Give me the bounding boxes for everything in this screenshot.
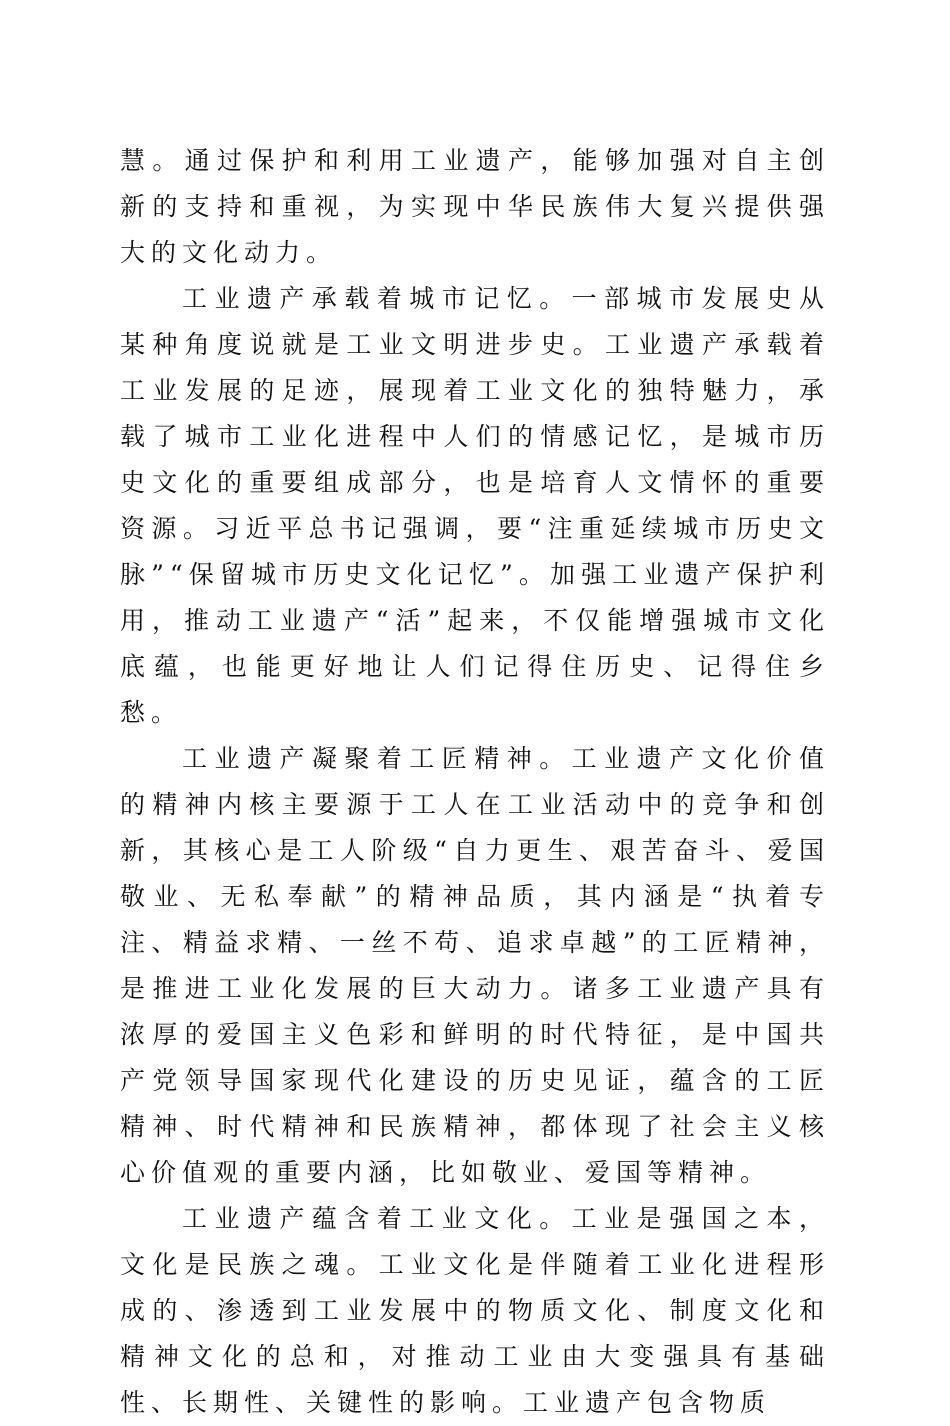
paragraph-city-memory: 工业遗产承载着城市记忆。一部城市发展史从某种角度说就是工业文明进步史。工业遗产承载着工业发展的足迹，展现着工业文化的独特魅力，承载了城市工业化进程中人们的情感记忆，是城市历史文化的重要组成部分，也是培育人文情怀的重要资源。习近平总书记强调，要“注重延续城市历史文脉”“保留城市历史文化记忆”。加强工业遗产保护利用，推动工业遗产“活”起来，不仅能增强城市文化底蕴，也能更好地让人们记得住历史、记得住乡愁。 [120, 284, 830, 727]
document-body [120, 138, 830, 1426]
paragraph-industrial-culture: 工业遗产蕴含着工业文化。工业是强国之本，文化是民族之魂。工业文化是伴随着工业化进程形成的、渗透到工业发展中的物质文化、制度文化和精神文化的总和，对推动工业由大变强具有基础性、长期性、关键性的影响。工业遗产包含物质 [120, 1204, 830, 1417]
paragraph-continuation: 慧。通过保护和利用工业遗产，能够加强对自主创新的支持和重视，为实现中华民族伟大复兴提供强大的文化动力。 [120, 146, 830, 267]
paragraph-craftsman-spirit: 工业遗产凝聚着工匠精神。工业遗产文化价值的精神内核主要源于工人在工业活动中的竞争和创新，其核心是工人阶级“自力更生、艰苦奋斗、爱国敬业、无私奉献”的精神品质，其内涵是“执着专注、精益求精、一丝不苟、追求卓越”的工匠精神，是推进工业化发展的巨大动力。诸多工业遗产具有浓厚的爱国主义色彩和鲜明的时代特征，是中国共产党领导国家现代化建设的历史见证，蕴含的工匠精神、时代精神和民族精神，都体现了社会主义核心价值观的重要内涵，比如敬业、爱国等精神。 [120, 744, 830, 1187]
